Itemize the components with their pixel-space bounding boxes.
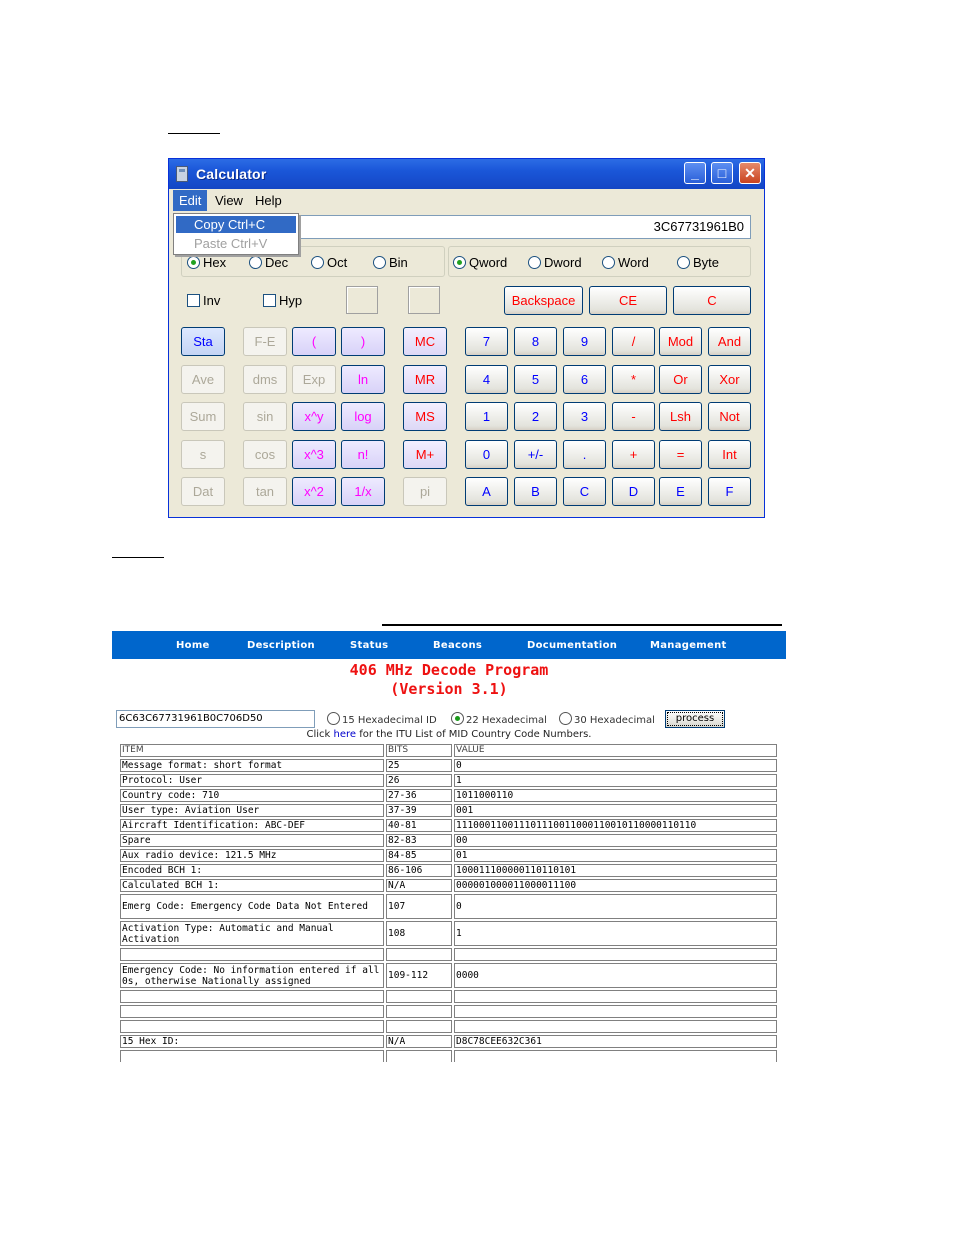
key-xminuspowminus3[interactable]: x^3 xyxy=(292,440,336,469)
item-cell: Protocol: User xyxy=(120,774,384,787)
column-header: BITS xyxy=(386,744,452,757)
key-rparen[interactable]: ) xyxy=(341,327,385,356)
key-nfact[interactable]: n! xyxy=(341,440,385,469)
bits-cell: N/A xyxy=(386,1035,452,1048)
menu-item-paste[interactable]: Paste Ctrl+V xyxy=(194,236,268,251)
value-cell xyxy=(454,1050,777,1062)
ce-button[interactable]: CE xyxy=(589,286,667,315)
bits-cell: 82-83 xyxy=(386,834,452,847)
itu-list-link[interactable]: here xyxy=(333,729,357,740)
table-row xyxy=(120,1035,777,1048)
key-c[interactable]: C xyxy=(563,477,606,506)
table-row xyxy=(120,1050,777,1062)
bits-cell: 27-36 xyxy=(386,789,452,802)
value-cell xyxy=(454,948,777,961)
itu-link-line: Click here for the ITU List of MID Country Code Numbers. xyxy=(306,729,592,740)
bits-cell: 108 xyxy=(386,921,452,946)
checkbox-icon xyxy=(263,294,276,307)
table-row xyxy=(120,921,777,946)
item-cell: Emerg Code: Emergency Code Data Not Entered xyxy=(120,894,384,919)
menu-item-copy[interactable]: Copy Ctrl+C xyxy=(176,216,296,233)
key-plusminusminus[interactable]: +/- xyxy=(514,440,557,469)
value-cell: 1 xyxy=(454,774,777,787)
nav-beacons[interactable]: Beacons xyxy=(433,640,483,651)
key-a[interactable]: A xyxy=(465,477,508,506)
key-dat[interactable]: Dat xyxy=(181,477,225,506)
bits-cell: N/A xyxy=(386,879,452,892)
item-cell xyxy=(120,1050,384,1062)
value-cell: 01 xyxy=(454,849,777,862)
key-mc[interactable]: MC xyxy=(403,327,447,356)
bits-cell: 40-81 xyxy=(386,819,452,832)
table-row xyxy=(120,1005,777,1018)
key-e[interactable]: E xyxy=(659,477,702,506)
bits-cell xyxy=(386,1050,452,1062)
key-xminuspowminus2[interactable]: x^2 xyxy=(292,477,336,506)
value-cell: 100011100000110110101 xyxy=(454,864,777,877)
value-cell: 001 xyxy=(454,804,777,817)
key-not[interactable]: Not xyxy=(708,402,751,431)
radio-icon xyxy=(373,256,386,269)
checkbox-inv[interactable]: Inv xyxy=(187,293,220,308)
key-mod[interactable]: Mod xyxy=(659,327,702,356)
value-cell: 0 xyxy=(454,759,777,772)
minimize-button[interactable]: _ xyxy=(684,162,706,184)
table-row xyxy=(120,879,777,892)
nav-home[interactable]: Home xyxy=(176,640,210,651)
radio-icon xyxy=(249,256,262,269)
table-row xyxy=(120,1020,777,1033)
radio-icon xyxy=(327,712,340,725)
key-1[interactable]: 1 xyxy=(465,402,508,431)
parenthesis-indicator xyxy=(408,286,440,314)
key-pi[interactable]: pi xyxy=(403,477,447,506)
radio-dword[interactable]: Dword xyxy=(528,255,582,270)
calculator-icon xyxy=(176,166,188,182)
key-f[interactable]: F xyxy=(708,477,751,506)
value-cell: 0 xyxy=(454,894,777,919)
item-cell: Encoded BCH 1: xyxy=(120,864,384,877)
key-plus[interactable]: + xyxy=(612,440,655,469)
value-cell: 111000110011101110011000110010110000110110 xyxy=(454,819,777,832)
radio-22-hex[interactable]: 22 Hexadecimal xyxy=(451,712,547,726)
bits-cell: 84-85 xyxy=(386,849,452,862)
checkbox-hyp[interactable]: Hyp xyxy=(263,293,302,308)
key-5[interactable]: 5 xyxy=(514,365,557,394)
radio-icon xyxy=(311,256,324,269)
key-ms[interactable]: MS xyxy=(403,402,447,431)
key-mul[interactable]: * xyxy=(612,365,655,394)
item-cell: Aircraft Identification: ABC-DEF xyxy=(120,819,384,832)
header-rule xyxy=(382,624,782,626)
item-cell: Calculated BCH 1: xyxy=(120,879,384,892)
bits-cell: 86-106 xyxy=(386,864,452,877)
item-cell xyxy=(120,990,384,1003)
table-header-row xyxy=(120,744,777,757)
menu-edit[interactable]: Edit xyxy=(173,190,207,211)
radio-hex[interactable]: Hex xyxy=(187,255,226,270)
column-header: ITEM xyxy=(120,744,384,757)
key-log[interactable]: log xyxy=(341,402,385,431)
radio-selected-icon xyxy=(451,712,464,725)
key-lsh[interactable]: Lsh xyxy=(659,402,702,431)
key-cos[interactable]: cos xyxy=(243,440,287,469)
decoder-webpage xyxy=(112,620,786,1062)
key-div[interactable]: / xyxy=(612,327,655,356)
radio-byte[interactable]: Byte xyxy=(677,255,719,270)
item-cell: Emergency Code: No information entered if all 0s, otherwise Nationally assigned xyxy=(120,963,384,988)
radio-qword[interactable]: Qword xyxy=(453,255,507,270)
key-dot[interactable]: . xyxy=(563,440,606,469)
radio-icon xyxy=(559,712,572,725)
key-2[interactable]: 2 xyxy=(514,402,557,431)
radio-selected-icon xyxy=(187,256,200,269)
key-minus[interactable]: - xyxy=(612,402,655,431)
calculator-window xyxy=(168,158,765,518)
radio-icon xyxy=(677,256,690,269)
table-row xyxy=(120,789,777,802)
close-button[interactable]: ✕ xyxy=(739,162,761,184)
key-fminuse[interactable]: F-E xyxy=(243,327,287,356)
item-cell: Spare xyxy=(120,834,384,847)
item-cell xyxy=(120,948,384,961)
table-row xyxy=(120,990,777,1003)
menu-bar xyxy=(169,190,764,212)
radio-oct[interactable]: Oct xyxy=(311,255,347,270)
memory-indicator xyxy=(346,286,378,314)
value-cell: D8C78CEE632C361 xyxy=(454,1035,777,1048)
key-1divx[interactable]: 1/x xyxy=(341,477,385,506)
key-dms[interactable]: dms xyxy=(243,365,287,394)
radio-30-hex[interactable]: 30 Hexadecimal xyxy=(559,712,655,726)
bits-cell xyxy=(386,1020,452,1033)
item-cell xyxy=(120,1005,384,1018)
c-button[interactable]: C xyxy=(673,286,751,315)
key-0[interactable]: 0 xyxy=(465,440,508,469)
item-cell: Aux radio device: 121.5 MHz xyxy=(120,849,384,862)
underline-mark-top xyxy=(168,133,220,134)
table-row xyxy=(120,819,777,832)
key-4[interactable]: 4 xyxy=(465,365,508,394)
checkbox-icon xyxy=(187,294,200,307)
key-7[interactable]: 7 xyxy=(465,327,508,356)
nav-bar xyxy=(112,631,786,659)
title-bar[interactable] xyxy=(169,159,764,189)
program-title: 406 MHz Decode Program xyxy=(349,661,549,679)
maximize-button[interactable]: □ xyxy=(711,162,733,184)
key-mplus[interactable]: M+ xyxy=(403,440,447,469)
key-ln[interactable]: ln xyxy=(341,365,385,394)
hex-input[interactable]: 6C63C67731961B0C706D50 xyxy=(116,710,315,728)
table-row xyxy=(120,948,777,961)
bits-cell: 37-39 xyxy=(386,804,452,817)
table-row xyxy=(120,774,777,787)
key-xor[interactable]: Xor xyxy=(708,365,751,394)
key-6[interactable]: 6 xyxy=(563,365,606,394)
radio-selected-icon xyxy=(453,256,466,269)
backspace-button[interactable]: Backspace xyxy=(504,286,583,315)
key-d[interactable]: D xyxy=(612,477,655,506)
key-8[interactable]: 8 xyxy=(514,327,557,356)
bits-cell xyxy=(386,948,452,961)
bits-cell: 26 xyxy=(386,774,452,787)
key-sum[interactable]: Sum xyxy=(181,402,225,431)
nav-description[interactable]: Description xyxy=(247,640,315,651)
item-cell: 15 Hex ID: xyxy=(120,1035,384,1048)
value-cell: 000001000011000011100 xyxy=(454,879,777,892)
key-exp[interactable]: Exp xyxy=(292,365,336,394)
value-cell: 1 xyxy=(454,921,777,946)
edit-dropdown xyxy=(173,213,299,255)
nav-documentation[interactable]: Documentation xyxy=(527,640,618,651)
column-header: VALUE xyxy=(454,744,777,757)
item-cell: User type: Aviation User xyxy=(120,804,384,817)
item-cell: Country code: 710 xyxy=(120,789,384,802)
decode-table xyxy=(118,742,779,1062)
item-cell: Activation Type: Automatic and Manual Activation xyxy=(120,921,384,946)
key-int[interactable]: Int xyxy=(708,440,751,469)
key-9[interactable]: 9 xyxy=(563,327,606,356)
radio-icon xyxy=(528,256,541,269)
key-s[interactable]: s xyxy=(181,440,225,469)
table-row xyxy=(120,963,777,988)
menu-help[interactable]: Help xyxy=(255,193,282,208)
radio-word[interactable]: Word xyxy=(602,255,649,270)
value-cell xyxy=(454,1005,777,1018)
bits-cell xyxy=(386,1005,452,1018)
key-sta[interactable]: Sta xyxy=(181,327,225,356)
table-row xyxy=(120,804,777,817)
radio-15-hex[interactable]: 15 Hexadecimal ID xyxy=(327,712,437,726)
key-lparen[interactable]: ( xyxy=(292,327,336,356)
program-version: (Version 3.1) xyxy=(390,680,508,698)
table-row xyxy=(120,864,777,877)
table-row xyxy=(120,759,777,772)
calculator-display: 3C67731961B0 xyxy=(181,215,751,239)
key-or[interactable]: Or xyxy=(659,365,702,394)
item-cell xyxy=(120,1020,384,1033)
radio-bin[interactable]: Bin xyxy=(373,255,408,270)
bits-cell: 107 xyxy=(386,894,452,919)
window-title: Calculator xyxy=(196,166,267,182)
bits-cell: 25 xyxy=(386,759,452,772)
bits-cell xyxy=(386,990,452,1003)
table-row xyxy=(120,834,777,847)
table-row xyxy=(120,894,777,919)
key-ave[interactable]: Ave xyxy=(181,365,225,394)
item-cell: Message format: short format xyxy=(120,759,384,772)
value-cell: 0000 xyxy=(454,963,777,988)
menu-view[interactable]: View xyxy=(215,193,243,208)
radio-dec[interactable]: Dec xyxy=(249,255,288,270)
value-cell xyxy=(454,990,777,1003)
value-cell: 1011000110 xyxy=(454,789,777,802)
value-cell xyxy=(454,1020,777,1033)
key-xminuspowminusy[interactable]: x^y xyxy=(292,402,336,431)
radio-icon xyxy=(602,256,615,269)
nav-management[interactable]: Management xyxy=(650,640,727,651)
underline-mark-middle xyxy=(112,557,164,558)
table-row xyxy=(120,849,777,862)
key-3[interactable]: 3 xyxy=(563,402,606,431)
key-sin[interactable]: sin xyxy=(243,402,287,431)
key-equals[interactable]: = xyxy=(659,440,702,469)
key-and[interactable]: And xyxy=(708,327,751,356)
key-b[interactable]: B xyxy=(514,477,557,506)
key-tan[interactable]: tan xyxy=(243,477,287,506)
key-mr[interactable]: MR xyxy=(403,365,447,394)
bits-cell: 109-112 xyxy=(386,963,452,988)
nav-status[interactable]: Status xyxy=(350,640,389,651)
value-cell: 00 xyxy=(454,834,777,847)
process-button[interactable]: process xyxy=(665,710,725,728)
